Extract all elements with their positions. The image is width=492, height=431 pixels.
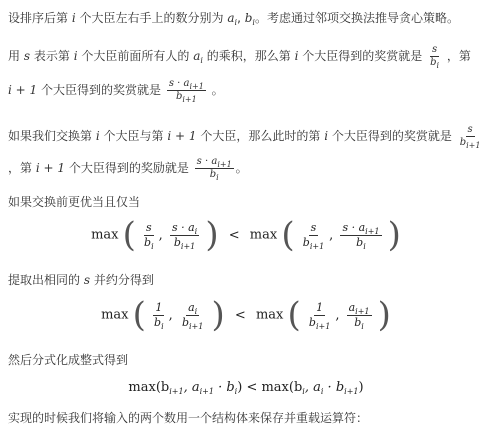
fraction-s-ai1-over-bi: [195, 156, 234, 181]
text: 并约分得到: [93, 273, 154, 287]
text: ，第: [446, 49, 471, 63]
var-s: s: [83, 273, 91, 287]
text: 用: [8, 49, 21, 63]
comma: ,: [237, 11, 241, 25]
text: 然后分式化成整式得到: [8, 353, 129, 367]
left-paren: (: [287, 295, 301, 335]
expr: , a: [304, 380, 321, 395]
subscript: i: [252, 18, 255, 27]
text: 。考虑通过邻项交换法推导贪心策略。: [254, 11, 459, 25]
inequality-1: [0, 215, 492, 255]
right-paren: ): [211, 295, 225, 335]
max-fn: max: [249, 227, 278, 243]
expr: ): [358, 380, 364, 395]
paragraph-2-line-2: [8, 78, 224, 103]
text: 个大臣前面所有人的: [81, 49, 190, 63]
text: 。: [235, 161, 248, 175]
expr-i-plus-1: i + 1: [35, 161, 65, 175]
text: ，第: [8, 161, 33, 175]
inequality-2: [0, 295, 492, 335]
expr-i-plus-1: i + 1: [8, 83, 38, 97]
text: 个大臣左右手上的数分别为: [79, 11, 224, 25]
expr: · b: [323, 380, 345, 395]
max-fn: max: [101, 307, 129, 323]
numerator: $s \cdot a_{i+1}$: [168, 78, 204, 91]
left-paren: (: [122, 215, 136, 255]
paragraph-3-line-2: [8, 156, 248, 181]
paragraph-5: [8, 272, 154, 288]
max-fn: max: [91, 227, 119, 243]
text: 个大臣得到的奖赏就是: [302, 49, 423, 63]
fraction: $\frac{a_i}{b_{i+1}}$: [181, 300, 204, 331]
numerator: s: [432, 44, 438, 55]
fraction-s-over-bi: [428, 44, 441, 69]
text: 。: [211, 83, 224, 97]
fraction: $\frac{1}{b_{i+1}}$: [308, 300, 331, 331]
fraction: $\frac{s}{b_i}$: [144, 220, 154, 251]
comma: ,: [168, 307, 173, 323]
denominator: $b_{i+1}$: [459, 137, 481, 150]
denominator: $b_i$: [430, 57, 440, 70]
right-paren: ): [387, 215, 401, 255]
fraction: $\frac{s}{b_{i+1}}$: [302, 220, 325, 251]
numerator: $s \cdot a_{i+1}$: [196, 156, 232, 169]
text: 如果我们交换第: [8, 129, 93, 143]
inequality-3: $\max(b_{i+1}$, $a_{i+1} \cdot b_i) < \max(b_i$, $a_i \cdot b_{i+1}$): [128, 380, 364, 396]
var-i: i: [73, 49, 78, 63]
paragraph-2-line-1: [8, 44, 471, 69]
expr: ) < max(b: [237, 380, 303, 395]
var-s: s: [23, 49, 31, 63]
fraction: $\frac{s \cdot a_{i+1}}{b_i}$: [342, 220, 380, 251]
fraction-s-over-bi1: [458, 124, 483, 149]
left-paren: (: [281, 215, 295, 255]
expr: · b: [213, 380, 235, 395]
right-paren: ): [205, 215, 219, 255]
comma: ,: [158, 227, 163, 243]
fraction-s-ai1-over-bi1: [167, 78, 206, 103]
var-i: i: [71, 11, 76, 25]
fraction: $\frac{1}{b_i}$: [154, 300, 164, 331]
var-a: a: [193, 49, 201, 63]
paragraph-4: [8, 194, 140, 210]
text: 提取出相同的: [8, 273, 81, 287]
paragraph-6: [8, 352, 128, 368]
comma: ,: [335, 307, 340, 323]
denominator: $b_i$: [209, 169, 219, 182]
text: 个大臣，那么此时的第: [200, 129, 321, 143]
paragraph-7: [8, 410, 368, 426]
var-a: a: [227, 11, 235, 25]
text: 个大臣得到的奖赏就是: [40, 83, 161, 97]
less-than: <: [234, 307, 246, 323]
expr: max(b: [128, 380, 170, 395]
var-i: i: [294, 49, 299, 63]
paragraph-1: [8, 10, 459, 26]
text: 个大臣得到的奖赏就是: [331, 129, 452, 143]
text: 设排序后第: [8, 11, 69, 25]
fraction: $\frac{a_{i+1}}{b_i}$: [348, 300, 370, 331]
left-paren: (: [132, 295, 146, 335]
less-than: <: [228, 227, 240, 243]
comma: ,: [329, 227, 334, 243]
right-paren: ): [377, 295, 391, 335]
text: 实现的时候我们将输入的两个数用一个结构体来保存并重载运算符：: [8, 411, 369, 425]
subscript: i: [200, 56, 203, 65]
expr-i-plus-1: i + 1: [167, 129, 197, 143]
var-i: i: [324, 129, 329, 143]
text: 个大臣与第: [103, 129, 164, 143]
text: 表示第: [33, 49, 70, 63]
paragraph-3-line-1: [8, 124, 484, 149]
max-fn: max: [255, 307, 284, 323]
var-b: b: [244, 11, 253, 25]
denominator: $b_{i+1}$: [175, 91, 197, 104]
numerator: s: [467, 124, 473, 135]
var-i: i: [95, 129, 100, 143]
text: 个大臣得到的奖励就是: [68, 161, 189, 175]
subscript: i: [234, 18, 238, 27]
text: 的乘积，那么第: [206, 49, 291, 63]
fraction: $\frac{s \cdot a_i}{b_{i+1}}$: [171, 220, 198, 251]
text: 如果交换前更优当且仅当: [8, 195, 141, 209]
expr: , a: [183, 380, 200, 395]
